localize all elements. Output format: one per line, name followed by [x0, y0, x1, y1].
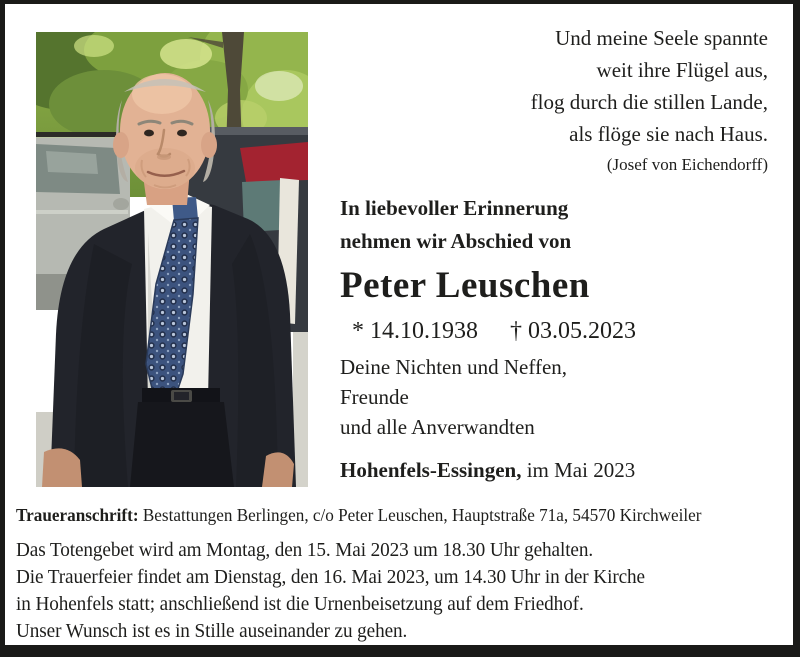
poem-line: weit ihre Flügel aus,	[596, 58, 768, 82]
poem-line: als flöge sie nach Haus.	[569, 122, 768, 146]
intro-line: In liebevoller Erinnerung	[340, 196, 569, 220]
mourners-block	[340, 352, 567, 442]
birth-date-value: 14.10.1938	[370, 318, 478, 344]
mourners-line: und alle Anverwandten	[340, 415, 535, 439]
service-details-block	[16, 537, 645, 645]
place-name: Hohenfels-Essingen,	[340, 458, 522, 482]
mourning-address-text: Bestattungen Berlingen, c/o Peter Leuschen, Hauptstraße 71a, 54570 Kirchweiler	[138, 505, 702, 525]
service-details-line: in Hohenfels statt; anschließend ist die Urnenbeisetzung auf dem Friedhof.	[16, 593, 584, 615]
place-date-line	[340, 456, 635, 484]
deceased-name: Peter Leuschen	[340, 265, 590, 306]
service-details-line: Die Trauerfeier findet am Dienstag, den 16. Mai 2023, um 14.30 Uhr in der Kirche	[16, 566, 645, 588]
service-details-line: Das Totengebet wird am Montag, den 15. Mai 2023 um 18.30 Uhr gehalten.	[16, 539, 594, 561]
intro-block	[340, 192, 571, 258]
death-cross-symbol: †	[510, 318, 522, 344]
poem-line: Und meine Seele spannte	[555, 26, 768, 50]
mourners-line: Freunde	[340, 385, 409, 409]
mourning-address-label: Traueranschrift:	[16, 505, 139, 525]
poem-attribution: (Josef von Eichendorff)	[606, 155, 768, 174]
mourning-address-line	[16, 503, 702, 527]
intro-line: nehmen wir Abschied von	[340, 229, 572, 253]
poem-block	[531, 22, 768, 177]
mourners-line: Deine Nichten und Neffen,	[340, 355, 568, 379]
place-date-rest: im Mai 2023	[521, 458, 636, 482]
service-details-line: Unser Wunsch ist es in Stille auseinander zu gehen.	[16, 620, 408, 642]
portrait-photo	[36, 32, 308, 487]
death-date	[510, 318, 636, 344]
life-dates	[352, 316, 636, 346]
birth-date	[352, 318, 478, 344]
poem-line: flog durch die stillen Lande,	[530, 90, 768, 114]
death-date-value: 03.05.2023	[528, 318, 636, 344]
birth-symbol: *	[352, 318, 364, 344]
